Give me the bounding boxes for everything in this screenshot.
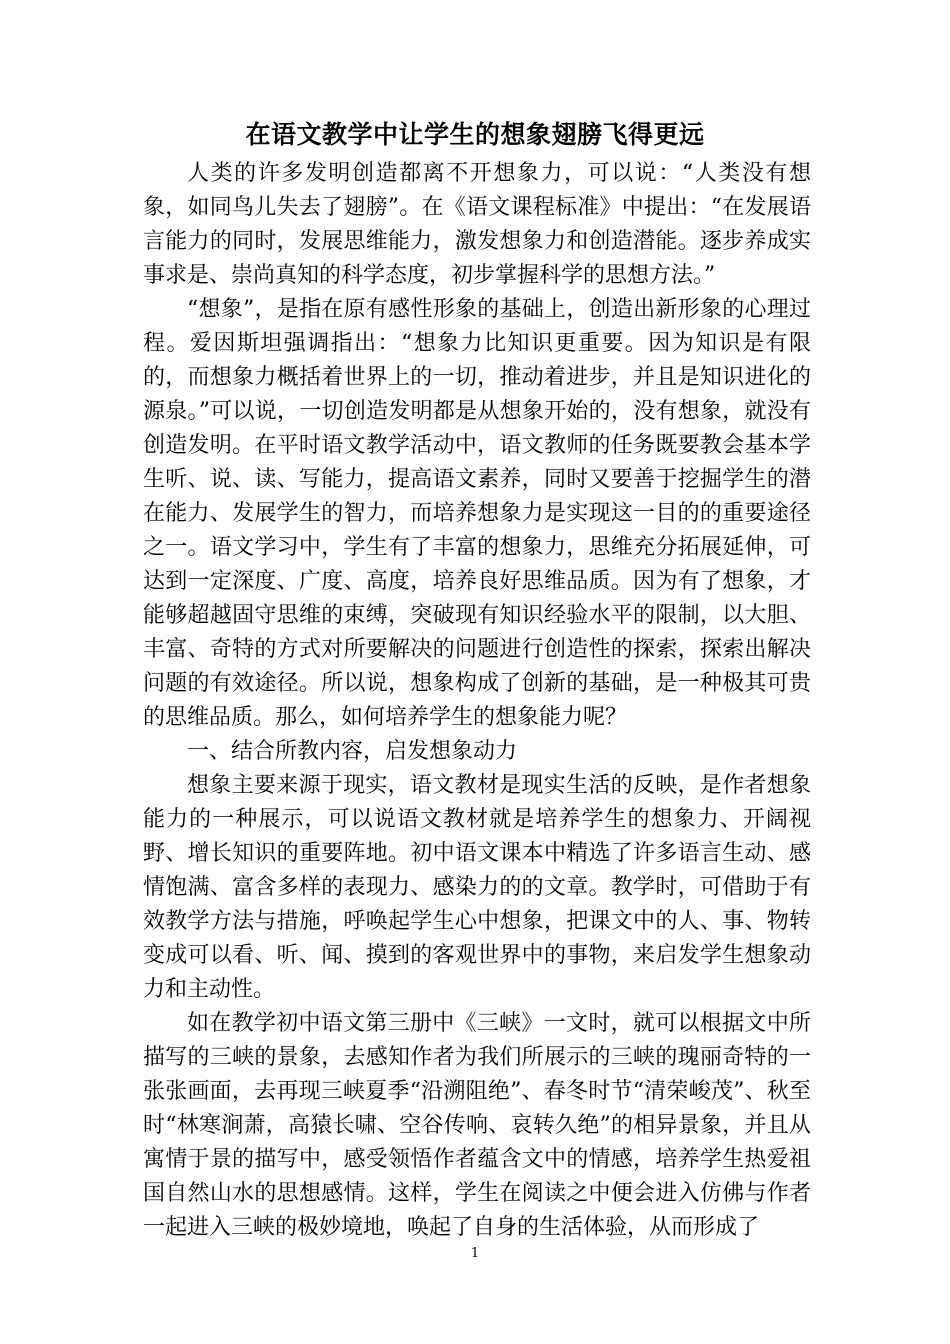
- paragraph-section-1: 想象主要来源于现实，语文教材是现实生活的反映，是作者想象能力的一种展示，可以说语文教材就是培养学生的想象力、开阔视野、增长知识的重要阵地。初中语文课本中精选了许多语言生动、感情饱满、富含多样的表现力、感染力的的文章。教学时，可借助于有效教学方法与措施，呼唤起学生心中想象，把课文中的人、事、物转变成可以看、听、闻、摸到的客观世界中的事物，来启发学生想象动力和主动性。: [143, 773, 811, 1002]
- document-title: 在语文教学中让学生的想象翅膀飞得更远: [245, 120, 705, 149]
- document-body: [143, 157, 811, 1245]
- section-heading-1: 一、结合所教内容，启发想象动力: [187, 739, 518, 764]
- paragraph-intro: 人类的许多发明创造都离不开想象力，可以说：“人类没有想象，如同鸟儿失去了翅膀”。在《语文课程标准》中提出：“在发展语言能力的同时，发展思维能力，激发想象力和创造潜能。逐步养成实事求是、崇尚真知的科学态度，初步掌握科学的思想方法。”: [143, 161, 811, 288]
- paragraph-example: 如在教学初中语文第三册中《三峡》一文时，就可以根据文中所描写的三峡的景象，去感知作者为我们所展示的三峡的瑰丽奇特的一张张画面，去再现三峡夏季“沿溯阻绝”、春冬时节“清荣峻茂”、秋至时“林寒涧萧，高猿长啸、空谷传响、哀转久绝”的相异景象，并且从寓情于景的描写中，感受领悟作者蕴含文中的情感，培养学生热爱祖国自然山水的思想感情。这样，学生在阅读之中便会进入仿佛与作者一起进入三峡的极妙境地，唤起了自身的生活体验，从而形成了: [143, 1011, 811, 1240]
- paragraph-definition: “想象”，是指在原有感性形象的基础上，创造出新形象的心理过程。爱因斯坦强调指出：“想象力比知识更重要。因为知识是有限的，而想象力概括着世界上的一切，推动着进步，并且是知识进化的源泉。”可以说，一切创造发明都是从想象开始的，没有想象，就没有创造发明。在平时语文教学活动中，语文教师的任务既要教会基本学生听、说、读、写能力，提高语文素养，同时又要善于挖掘学生的潜在能力、发展学生的智力，而培养想象力是实现这一目的的重要途径之一。语文学习中，学生有了丰富的想象力，思维充分拓展延伸，可达到一定深度、广度、高度，培养良好思维品质。因为有了想象，才能够超越固守思维的束缚，突破现有知识经验水平的限制，以大胆、丰富、奇特的方式对所要解决的问题进行创造性的探索，探索出解决问题的有效途径。所以说，想象构成了创新的基础，是一种极其可贵的思维品质。那么，如何培养学生的想象能力呢？: [143, 297, 811, 730]
- page-number: 1: [470, 1246, 480, 1261]
